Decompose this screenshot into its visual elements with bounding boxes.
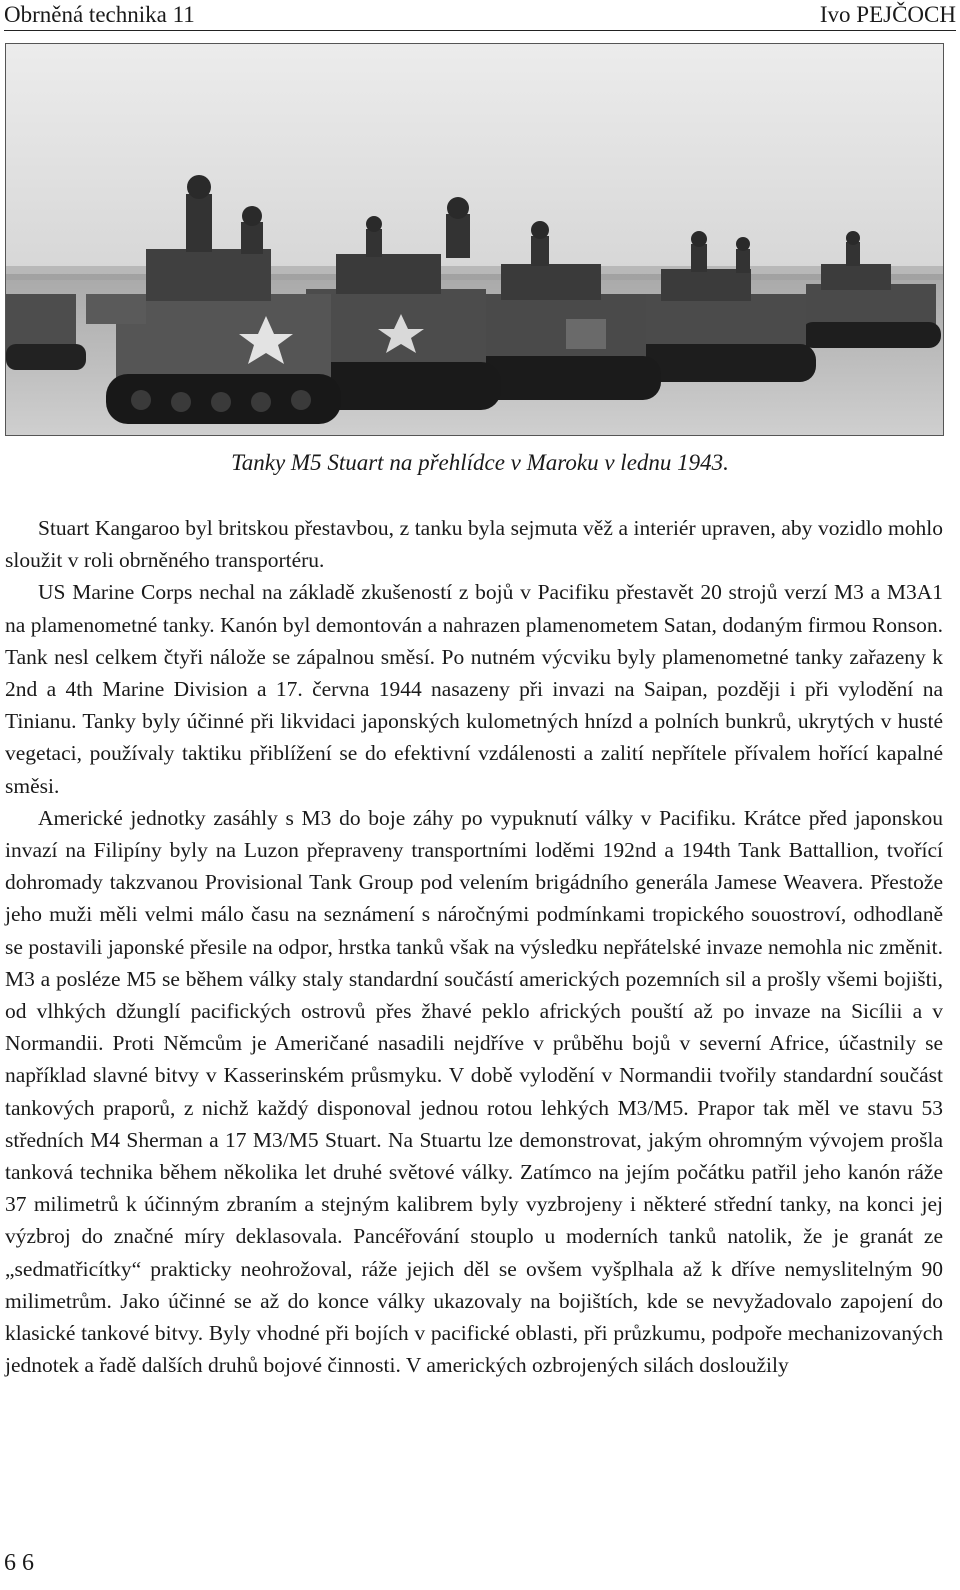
paragraph: Americké jednotky zasáhly s M3 do boje záhy po vypuknutí války v Pacifiku. Krátce před japonskou invazí na Filipíny byly na Luzon přepraveny transportními loděmi 192nd a 194th Tank Battallion, tvořící dohromady takzvanou Provisional Tank Group pod velením brigádního generála Jamese Weavera. Přestože jeho muži měli velmi málo času na seznámení s náročnými podmínkami tropického souostroví, odhodlaně se postavili japonské přesile na odpor, hrstka tanků však na výsledku nepřátelské invaze nemohla nic změnit. M3 a posléze M5 se během války staly standardní součástí amerických pozemních sil a prošly všemi bojišti, od vlhkých džunglí pacifických ostrovů přes žhavé peklo afrických pouští až po invaze na Sicílii a v Normandii. Proti Němcům je Američané nasadili nejdříve v průběhu bojů v severní Africe, účastnily se například slavné bitvy v Kasserinském průsmyku. V době vylodění v Normandii tvořily standardní součást tankových praporů, z nichž každý disponoval jednou rotou lehkých M3/M5. Prapor tak měl ve stavu 53 středních M4 Sherman a 17 M3/M5 Stuart. Na Stuartu lze demonstrovat, jakým ohromným vývojem prošla tanková technika během několika let druhé světové války. Zatímco na jejím počátku patřil jeho kanón ráže 37 milimetrů k účinným zbraním a stejným kalibrem byly vyzbrojeny i některé střední tanky, na konci jej výzbroj do značné míry deklasovala. Pancéřování stouplo u moderních tanků natolik, že je granát ze „sedmatřicítky“ prakticky neohrožoval, ráže jejich děl se ovšem vyšplhala až k dříve nemyslitelným 90 milimetrům. Jako účinné se až do konce války ukazovaly na bojištích, kde se nevyžadovalo zapojení do klasické tankové bitvy. Byly vhodné při bojích v pacifické oblasti, při průzkumu, podpoře mechanizovaných jednotek a řadě dalších druhů bojové činnosti. V amerických ozbrojených silách dosloužily (5, 805, 943, 1378)
header-publication-title: Obrněná technika 11 (4, 2, 195, 27)
paragraph: Stuart Kangaroo byl britskou přestavbou, z tanku byla sejmuta věž a interiér upraven, aby vozidlo mohlo sloužit v roli obrněného transportéru. (5, 516, 943, 573)
article-body (5, 512, 943, 1381)
photo-caption: Tanky M5 Stuart na přehlídce v Maroku v lednu 1943. (231, 450, 729, 475)
header-author: Ivo PEJČOCH (819, 2, 956, 27)
tanks-parade-photo (5, 43, 944, 436)
running-header (4, 0, 956, 31)
paragraph: US Marine Corps nechal na základě zkušeností z bojů v Pacifiku přestavět 20 strojů verzí M3 a M3A1 na plamenometné tanky. Kanón byl demontován a nahrazen plamenometem Satan, dodaným firmou Ronson. Tank nesl celkem čtyři nálože se zápalnou směsí. Po nutném výcviku byly plamenometné tanky zařazeny k 2nd a 4th Marine Division a 17. června 1944 nasazeny při invazi na Saipan, později i při vylodění na Tinianu. Tanky byly účinné při likvidaci japonských kulometných hnízd a polních bunkrů, ukrytých v husté vegetaci, používaly taktiku přiblížení se do efektivní vzdálenosti a zalití nepřítele přívalem hořící kapalné směsi. (5, 580, 943, 798)
page-number: 66 (4, 1550, 40, 1576)
photo-illustration (6, 44, 943, 435)
